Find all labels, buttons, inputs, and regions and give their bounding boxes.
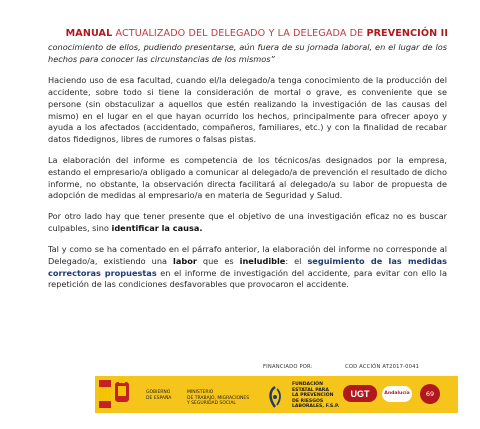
paragraph-3-bold: identificar la causa. [111, 223, 203, 234]
header-middle: ACTUALIZADO DEL DELEGADO Y LA DELEGADA DE [112, 28, 367, 39]
header-prevencion: PREVENCIÓN II [366, 28, 448, 39]
spain-flag-icon [99, 380, 111, 408]
body-text [48, 42, 447, 301]
p4-bold-labor: labor [173, 256, 197, 267]
fundacion-logo-icon [264, 385, 286, 409]
ugt-logo-icon [343, 385, 377, 402]
codigo-accion-label: COD ACCIÓN AT2017-0041 [345, 364, 420, 370]
andalucia-logo: Andalucía [382, 386, 412, 402]
ugt-logo-text: UGT [350, 389, 370, 399]
paragraph-1: Haciendo uso de esa facultad, cuando el/la delegado/a tenga conocimiento de la producción del accidente, sobre todo si tiene la consideración de mortal o grave, es conveniente que se persone (sin obstaculizar a aquellos que estén realizando la investigación de las causas del mismo) en el lugar en el que hayan ocurrido los hechos, principalmente para ofrecer apoyo y ayuda a los afectados (accidentado, compañeros, familiares, etc.) y con la finalidad de recabar datos fidedignos, libres de rumores o falsas pistas. [48, 75, 447, 144]
p4-bold-ineludible: ineludible [239, 256, 286, 267]
ministerio-text: MINISTERIO DE TRABAJO, MIGRACIONES Y SEGURIDAD SOCIAL [187, 390, 250, 406]
coat-of-arms-icon [113, 378, 131, 408]
page-number: 69 [420, 384, 440, 404]
p4-text-4: en el informe de investigación del accidente, para evitar con ello la repetición de las condiciones desfavorables que provocaron el accidente. [48, 267, 447, 290]
quote-paragraph: conocimiento de ellos, pudiendo presentarse, aún fuera de su jornada laboral, en el lugar de los hechos para conocer las circunstancias de los mismos” [48, 42, 447, 64]
p4-text-2: que es [196, 256, 240, 267]
fundacion-text: FUNDACIÓN ESTATAL PARA LA PREVENCIÓN DE RIESGOS LABORALES, F.S.P. [292, 382, 340, 409]
p4-text-1: Tal y como se ha comentado en el párrafo anterior, la elaboración del informe no corresponde al Delegado/a, existiendo una [48, 244, 447, 267]
paragraph-3 [48, 211, 447, 234]
header-manual: MANUAL [65, 28, 113, 39]
paragraph-3-text: Por otro lado hay que tener presente que el objetivo de una investigación eficaz no es buscar culpables, sino [48, 211, 447, 234]
p4-bold-seguimiento: seguimiento de las medidas correctoras propuestas [48, 256, 447, 278]
gobierno-text: GOBIERNO DE ESPAÑA [146, 390, 172, 401]
running-header [48, 28, 448, 39]
paragraph-4 [48, 244, 447, 291]
paragraph-2: La elaboración del informe es competencia de los técnicos/as designados por la empresa, estando el empresario/a obligado a comunicar al delegado/a de prevención el resultado de dicho informe, no obstante, la observación directa facilitará al delegado/a su labor de propuesta de adopción de medidas al empresario/a en materia de Seguridad y Salud. [48, 155, 447, 201]
p4-text-3: : el [285, 256, 308, 267]
financiado-label: FINANCIADO POR: [263, 364, 313, 370]
